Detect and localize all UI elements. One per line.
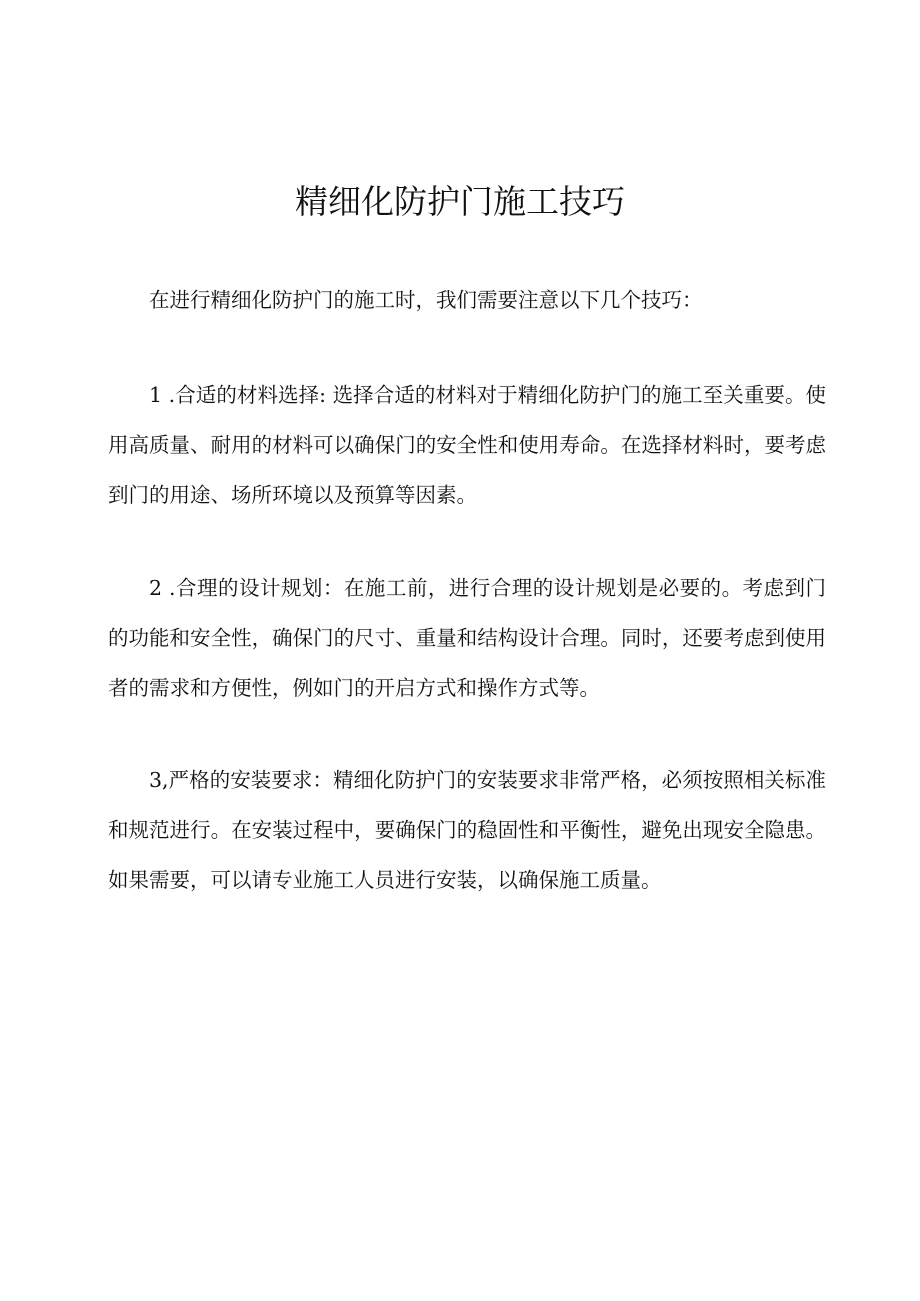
list-item-number: 2 . xyxy=(149,576,176,600)
list-item-number: 3, xyxy=(149,768,169,792)
list-item-text: 严格的安装要求：精细化防护门的安装要求非常严格，必须按照相关标准和规范进行。在安装过程中，要确保门的稳固性和平衡性，避免出现安全隐患。如果需要，可以请专业施工人员进行安装，以确保施工质量。 xyxy=(108,768,826,892)
list-item-3 xyxy=(108,755,826,905)
intro-paragraph: 在进行精细化防护门的施工时，我们需要注意以下几个技巧： xyxy=(149,288,703,312)
list-item-number: 1 . xyxy=(149,383,176,407)
list-item-1 xyxy=(108,370,826,520)
document-title: 精细化防护门施工技巧 xyxy=(295,182,625,221)
list-item-text: 合理的设计规划：在施工前，进行合理的设计规划是必要的。考虑到门的功能和安全性，确保门的尺寸、重量和结构设计合理。同时，还要考虑到使用者的需求和方便性，例如门的开启方式和操作方式等。 xyxy=(108,576,827,700)
list-item-2 xyxy=(108,563,826,713)
list-item-text: 合适的材料选择: 选择合适的材料对于精细化防护门的施工至关重要。使用高质量、耐用的材料可以确保门的安全性和使用寿命。在选择材料时，要考虑到门的用途、场所环境以及预算等因素。 xyxy=(108,383,827,507)
